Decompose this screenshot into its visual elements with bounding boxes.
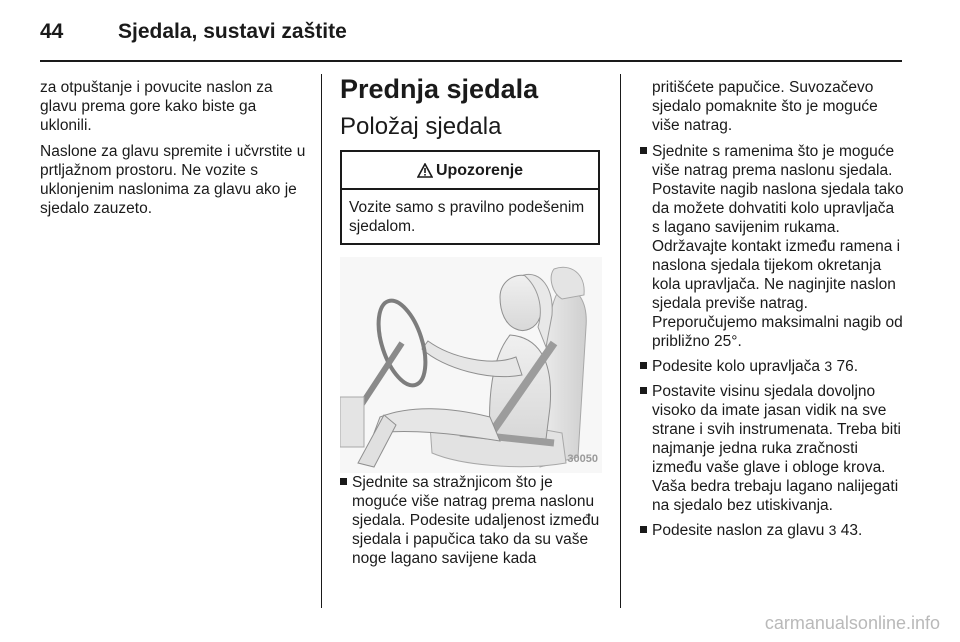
list-item [340, 473, 602, 568]
list-item-text: Sjednite s ramenima što je moguće više natrag prema naslonu sjedala. Postavite nagib naslona sjedala tako da možete dohvatiti kolo upravljača s lagano savijenim rukama. Održavajte kontakt između ramena i naslona sjedala tijekom okretanja kola upravljača. Ne naginjite naslon sjedala previše natrag. Preporučujemo maksimalni nagib od približno 25°. [652, 143, 904, 350]
warning-title: Upozorenje [435, 161, 524, 179]
bullet-list [340, 473, 602, 568]
bullet-square-icon [640, 362, 647, 369]
list-item [640, 142, 906, 351]
seat-illustration-graphic [340, 257, 602, 473]
paragraph: za otpuštanje i povucite naslon za glavu prema gore kako biste ga uklonili. [40, 79, 273, 134]
bullet-square-icon [640, 147, 647, 154]
column-divider-right [620, 74, 621, 608]
subsection-title: Položaj sjedala [340, 113, 502, 140]
paragraph: pritišćete papučice. Suvozačevo sjedalo pomaknite što je moguće više natrag. [652, 79, 878, 134]
page-reference[interactable]: 43. [840, 522, 863, 539]
list-item [640, 382, 906, 515]
page-reference[interactable]: 76. [836, 358, 859, 375]
bullet-square-icon [640, 526, 647, 533]
paragraph: Naslone za glavu spremite i učvrstite u prtljažnom prostoru. Ne vozite s uklonjenim naslonima za glavu ako je sjedalo zauzeto. [40, 143, 306, 217]
middle-column [340, 72, 602, 574]
bullet-square-icon [640, 387, 647, 394]
list-item-text: Sjednite sa stražnjicom što je moguće više natrag prema naslonu sjedala. Podesite udaljenost između sjedala i papučica tako da su vaše noge lagano savijene kada [352, 474, 600, 567]
warning-text: Vozite samo s pravilno podešenim sjedalom. [349, 199, 585, 235]
list-item-text: Podesite naslon za glavu [652, 522, 825, 539]
bullet-square-icon [340, 478, 347, 485]
bullet-list [640, 142, 906, 540]
watermark: carmanualsonline.info [764, 613, 940, 633]
header-rule [40, 60, 902, 62]
list-item-text: Postavite visinu sjedala dovoljno visoko da imate jasan vidik na sve strane i svih instrumenata. Treba biti najmanje jedna ruka zračnosti između vaše glave i obloge krova. Vaša bedra trebaju lagano nalijegati na sjedalo bez utiskivanja. [652, 383, 901, 514]
warning-triangle-icon [417, 163, 433, 178]
warning-box [340, 150, 600, 245]
running-title: Sjedala, sustavi zaštite [118, 20, 347, 43]
figure-code: 30050 [567, 453, 598, 465]
warning-header [342, 152, 598, 190]
left-column [40, 78, 306, 225]
page-number: 44 [40, 20, 64, 43]
right-column [640, 78, 906, 546]
list-item [640, 357, 906, 376]
page-reference-arrow-icon: 3 [828, 522, 837, 538]
driver-seating-position-illustration [340, 257, 602, 473]
section-title: Prednja sjedala [340, 74, 539, 104]
page-reference-arrow-icon: 3 [824, 358, 833, 374]
column-divider-left [321, 74, 322, 608]
list-item-text: Podesite kolo upravljača [652, 358, 821, 375]
list-item [640, 521, 906, 540]
